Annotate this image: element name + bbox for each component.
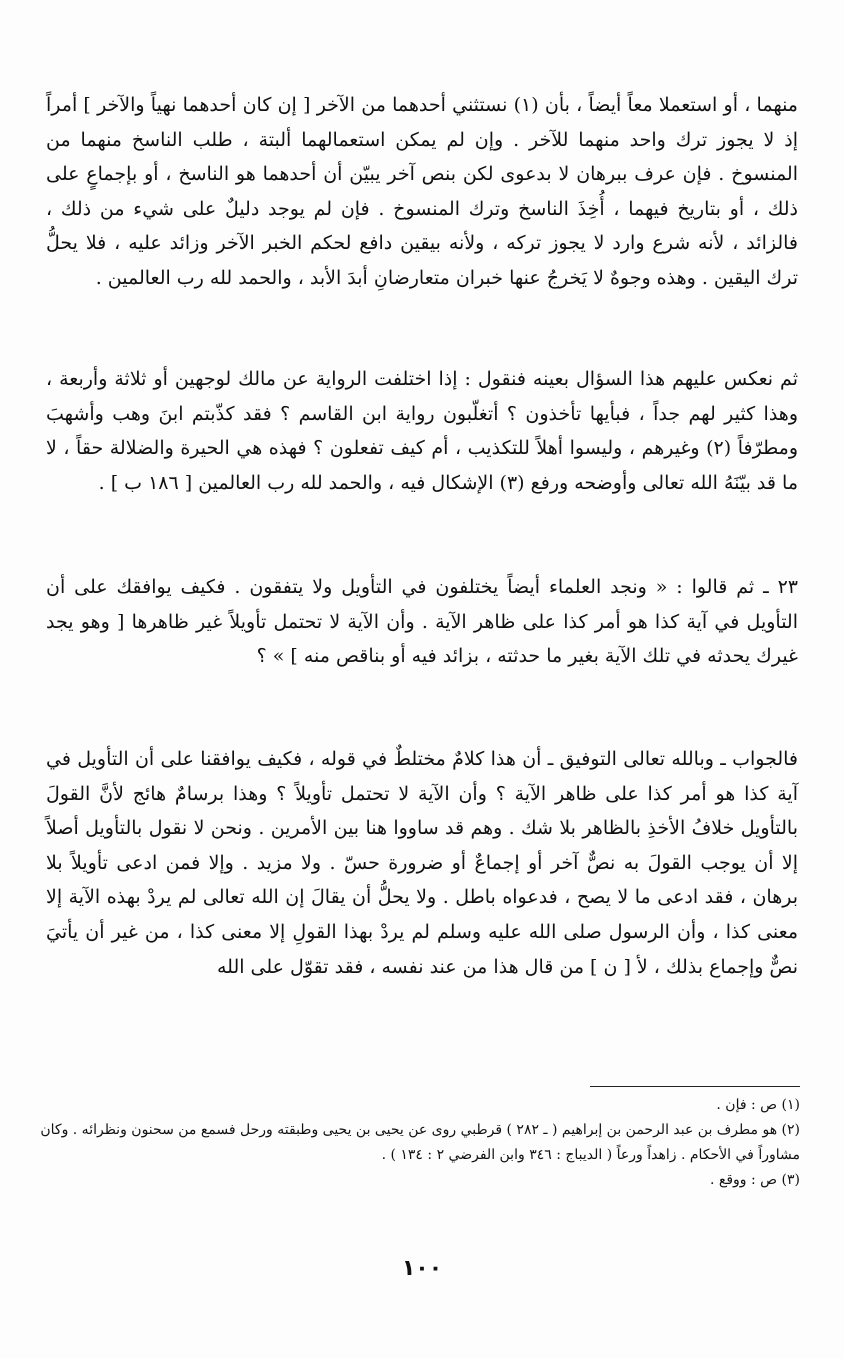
- footnote-3: (٣) ص : ووقع .: [709, 1172, 800, 1188]
- footnote-1: (١) ص : فإن .: [716, 1097, 800, 1113]
- paragraph-text: منهما ، أو استعملا معاً أيضاً ، بأن (١) نستثني أحدهما من الآخر [ إن كان أحدهما نهياً والآخر ] أمراً إذ لا يجوز ترك واحد منهما للآخر . وإن لم يمكن استعمالهما ألبتة ، طلب الناسخ منهما من المنسوخ . فإن عرف ببرهان لا بدعوى لكن بنص آخر يبيّن أن أحدهما هو الناسخ ، أو بإجماعٍ على ذلك ، أو بتاريخ فيهما ، أُخِذَ الناسخ وترك المنسوخ . فإن لم يوجد دليلٌ على شيء من ذلك ، فالزائد ، لأنه شرع وارد لا يجوز تركه ، ولأنه بيقين دافع لحكم الخبر الآخر وزائد عليه ، فلا يحلُّ ترك اليقين . وهذه وجوهٌ لا يَخرجُ عنها خبران متعارضانِ أبدَ الأبد ، والحمد لله رب العالمين .: [46, 94, 798, 289]
- page-number: ١٠٠: [401, 1256, 443, 1281]
- body-paragraph-3: [46, 570, 798, 674]
- body-paragraph-2: [46, 362, 798, 500]
- paragraph-text: ثم نعكس عليهم هذا السؤال بعينه فنقول : إذا اختلفت الرواية عن مالك لوجهين أو ثلاثة وأربعة ، وهذا كثير لهم جداً ، فبأيها تأخذون ؟ أتغلّبون رواية ابن القاسم ؟ فقد كذّبتم ابنَ وهب وأشهبَ ومطرّفاً (٢) وغيرهم ، وليسوا أهلاً للتكذيب ، أم كيف تفعلون ؟ فهذه هي الحيرة والضلالة حقاً ، لا ما قد بيّنَهُ الله تعالى وأوضحه ورفع (٣) الإشكال فيه ، والحمد لله رب العالمين [ ١٨٦ ب ] .: [46, 368, 799, 494]
- footnotes: [40, 1093, 800, 1193]
- body-paragraph-4: [46, 742, 798, 984]
- body-paragraph-1: [46, 88, 798, 296]
- paragraph-text: فالجواب ـ وبالله تعالى التوفيق ـ أن هذا كلامٌ مختلطٌ في قوله ، فكيف يوافقنا على أن التأويل في آية كذا هو أمر كذا على ظاهر الآية ؟ وأن الآية لا تحتمل تأويلاً ؟ وهذا برسامٌ هائج لأنَّ القولَ بالتأويل خلافُ الأخذِ بالظاهر بلا شك . وهم قد ساووا هنا بين الأمرين . ونحن لا نقول بالتأويل أصلاً إلا أن يوجب القولَ به نصٌّ آخر أو إجماعٌ أو ضرورة حسّ . ولا مزيد . وإلا فمن ادعى تأويلاً بلا برهان ، فقد ادعى ما لا يصح ، فدعواه باطل . ولا يحلُّ أن يقالَ إن الله تعالى لم يردْ بهذه الآية إلا معنى كذا ، وأن الرسول صلى الله عليه وسلم لم يردْ بهذا القولِ إلا معنى كذا ، من غير أن يأتيَ نصٌّ وإجماع بذلك ، لأ [ ن ] من قال هذا من عند نفسه ، فقد تقوّل على الله: [46, 748, 798, 978]
- footnote-divider: [590, 1086, 800, 1087]
- paragraph-text: ٢٣ ـ ثم قالوا : « ونجد العلماء أيضاً يختلفون في التأويل ولا يتفقون . فكيف يوافقك على أن التأويل في آية كذا هو أمر كذا على ظاهر الآية . وأن الآية لا تحتمل تأويلاً غير ظاهرها [ وهو يجد غيرك يحدثه في تلك الآية بغير ما حدثته ، بزائد فيه أو بناقص منه ] » ؟: [46, 576, 798, 668]
- footnote-2: (٢) هو مطرف بن عبد الرحمن بن إبراهيم ( ـ ٢٨٢ ) قرطبي روى عن يحيى بن يحيى وطبقته ورحل فسمع من سحنون ونظرائه . وكان مشاوراً في الأحكام . زاهداً ورعاً ( الديباج : ٣٤٦ وابن الفرضي ٢ : ١٣٤ ) .: [40, 1122, 800, 1163]
